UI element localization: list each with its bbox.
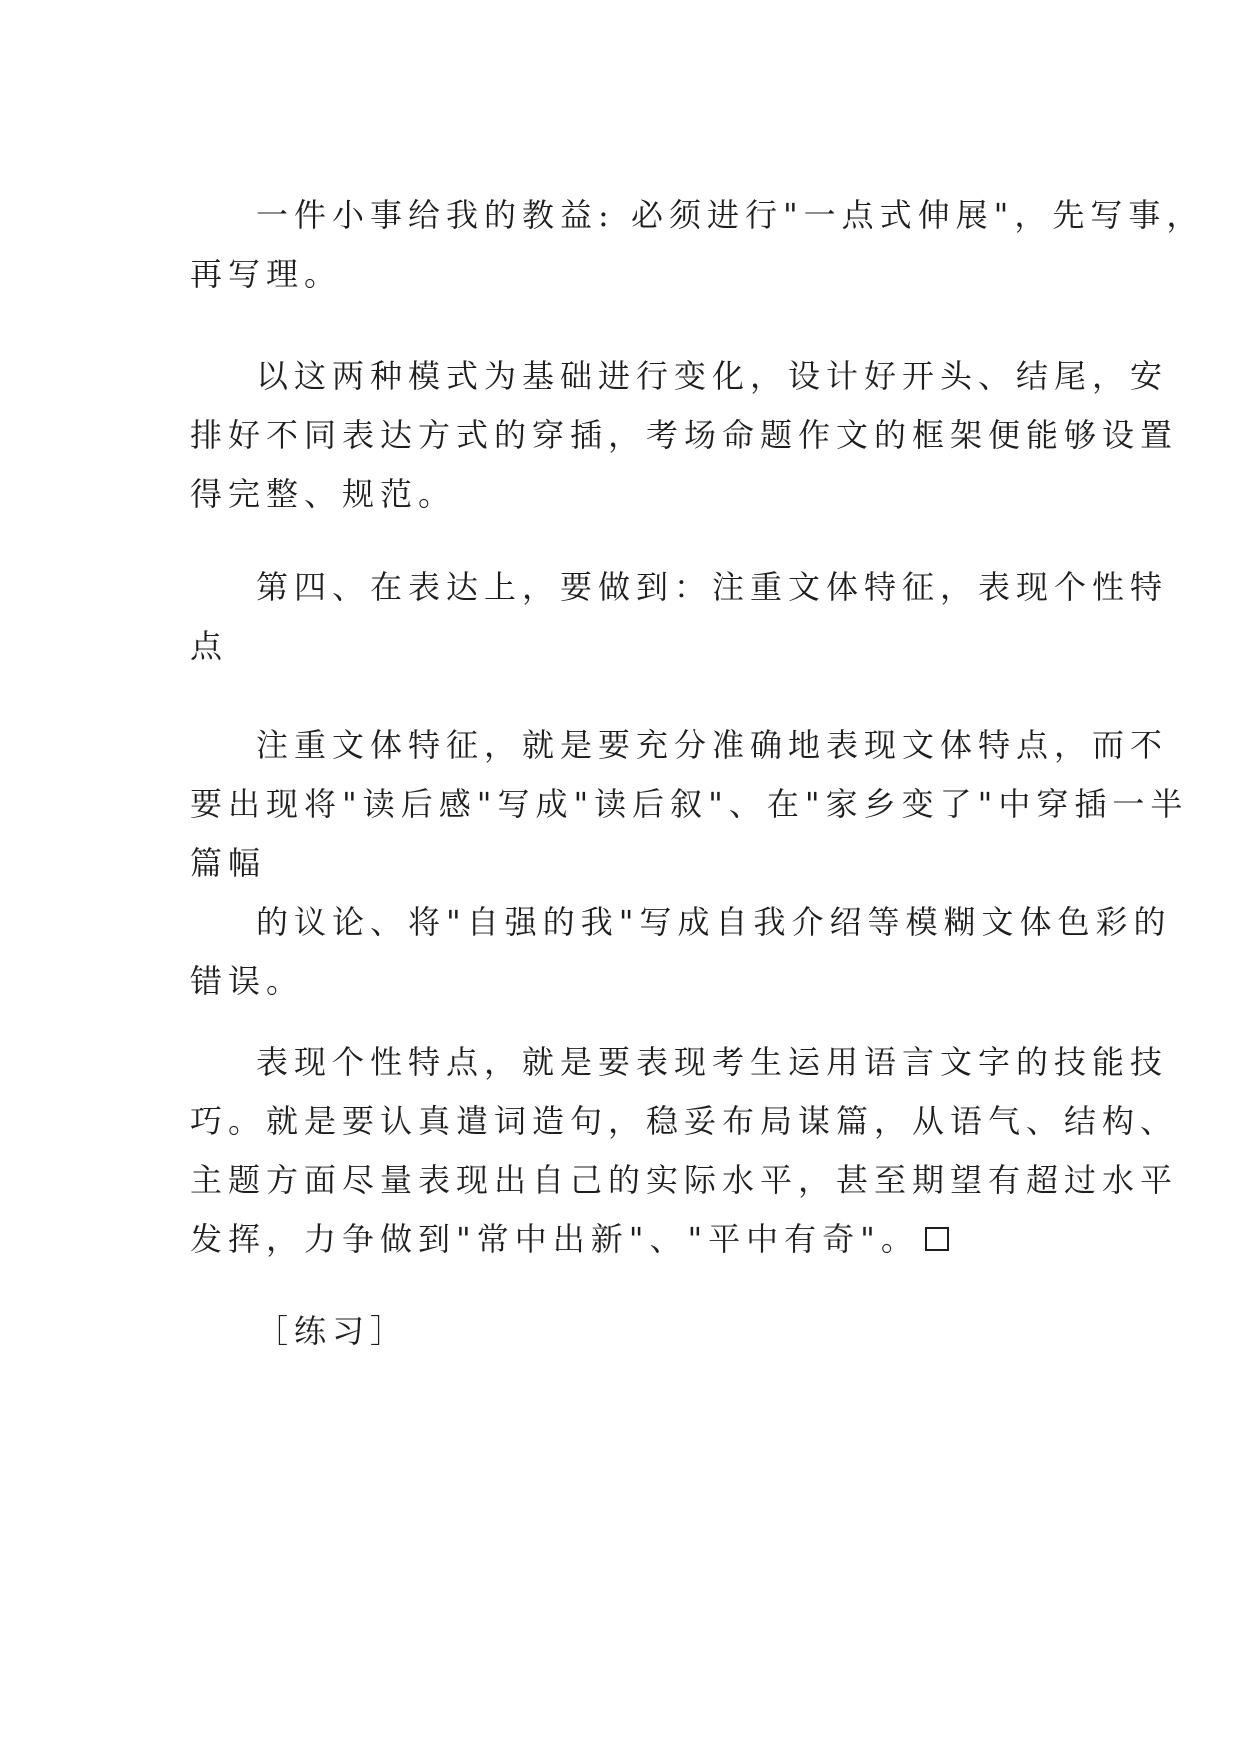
paragraph-6: [190, 1302, 1070, 1361]
exercise-heading: ［练习］: [256, 1312, 409, 1350]
paragraph-line: 注重文体特征，就是要充分准确地表现文体特点，而不: [256, 726, 1169, 764]
square-box-icon: [925, 1227, 949, 1251]
paragraph-1: [190, 186, 1205, 304]
paragraph-5: [190, 1033, 1179, 1269]
paragraph-2: [190, 347, 1179, 524]
paragraph-line: 表现个性特点，就是要表现考生运用语言文字的技能技: [256, 1043, 1169, 1081]
paragraph-line-text: 发挥，力争做到"常中出新"、"平中有奇"。: [190, 1220, 919, 1258]
paragraph-3: [190, 558, 1169, 676]
paragraph-line-last: [190, 1210, 1070, 1269]
paragraph-line: 的议论、将"自强的我"写成自我介绍等模糊文体色彩的: [256, 903, 1172, 941]
paragraph-line: 第四、在表达上，要做到：注重文体特征，表现个性特: [256, 568, 1169, 606]
paragraph-line: 以这两种模式为基础进行变化，设计好开头、结尾，安: [256, 357, 1169, 395]
paragraph-line: 巧。就是要认真遣词造句，稳妥布局谋篇，从语气、结构、: [190, 1102, 1179, 1140]
paragraph-line: 要出现将"读后感"写成"读后叙"、在"家乡变了"中穿插一半: [190, 785, 1189, 823]
paragraph-4: [190, 716, 1189, 1011]
paragraph-line: 错误。: [190, 962, 305, 1000]
paragraph-line: 主题方面尽量表现出自己的实际水平，甚至期望有超过水平: [190, 1161, 1179, 1199]
paragraph-line: 一件小事给我的教益: 必须进行"一点式伸展"，先写事，: [256, 196, 1205, 234]
paragraph-line: 得完整、规范。: [190, 475, 457, 513]
paragraph-line: 点: [190, 627, 229, 665]
paragraph-line: 篇幅: [190, 844, 267, 882]
paragraph-line: 再写理。: [190, 255, 343, 293]
paragraph-line: 排好不同表达方式的穿插，考场命题作文的框架便能够设置: [190, 416, 1179, 454]
